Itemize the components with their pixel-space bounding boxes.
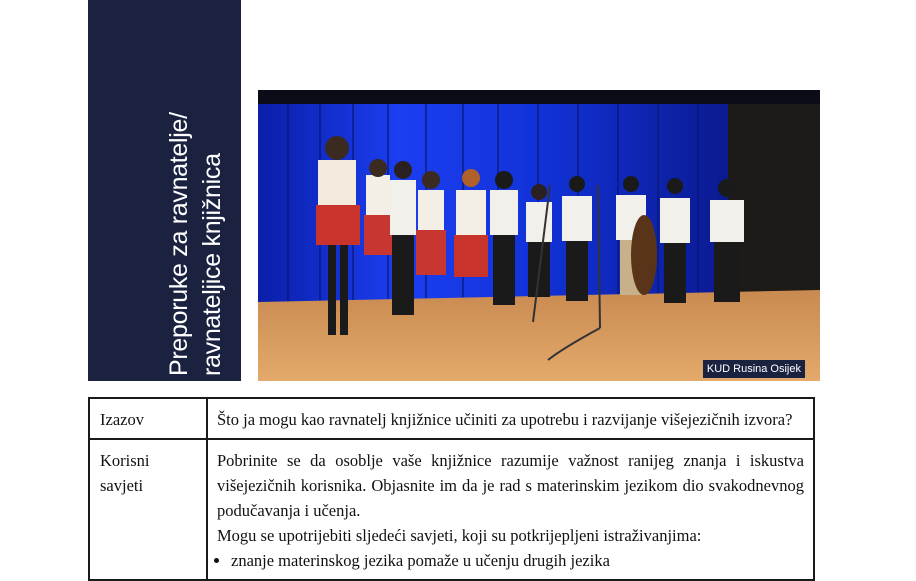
row-label-challenge: Izazov — [89, 398, 207, 439]
tips-paragraph-2: Mogu se upotrijebiti sljedeći savjeti, koji su potkrijepljeni istraživanjima: — [217, 526, 702, 545]
row-text-challenge — [207, 398, 814, 439]
folk-ensemble-photo — [258, 90, 820, 381]
stage-performance-illustration — [258, 90, 820, 381]
sidebar-title-line1: Preporuke za ravnatelje/ — [165, 112, 193, 376]
row-label-tips-line2: savjeti — [100, 476, 144, 495]
tips-list — [217, 548, 804, 573]
sidebar-title — [163, 76, 229, 376]
row-label-tips — [89, 439, 207, 580]
row-text-tips — [207, 439, 814, 580]
challenge-question: Što ja mogu kao ravnatelj knjižnice učiniti za upotrebu i razvijanje višejezičnih izvora? — [217, 410, 793, 429]
table-row — [89, 439, 814, 580]
guidance-table — [88, 397, 815, 581]
photo-caption: KUD Rusina Osijek — [703, 360, 805, 378]
list-item: • znanje materinskog jezika pomaže u učenju drugih jezika — [231, 548, 804, 573]
table-row — [89, 398, 814, 439]
row-label-tips-line1: Korisni — [100, 451, 150, 470]
tips-paragraph-1: Pobrinite se da osoblje vaše knjižnice razumije važnost ranijeg znanja i iskustva višejezičnih korisnika. Objasnite im da je rad s materinskim jezikom dio svakodnevnog podučavanja i učenja. — [217, 451, 804, 520]
sidebar-title-line2: ravnateljice knjižnica — [198, 153, 226, 376]
